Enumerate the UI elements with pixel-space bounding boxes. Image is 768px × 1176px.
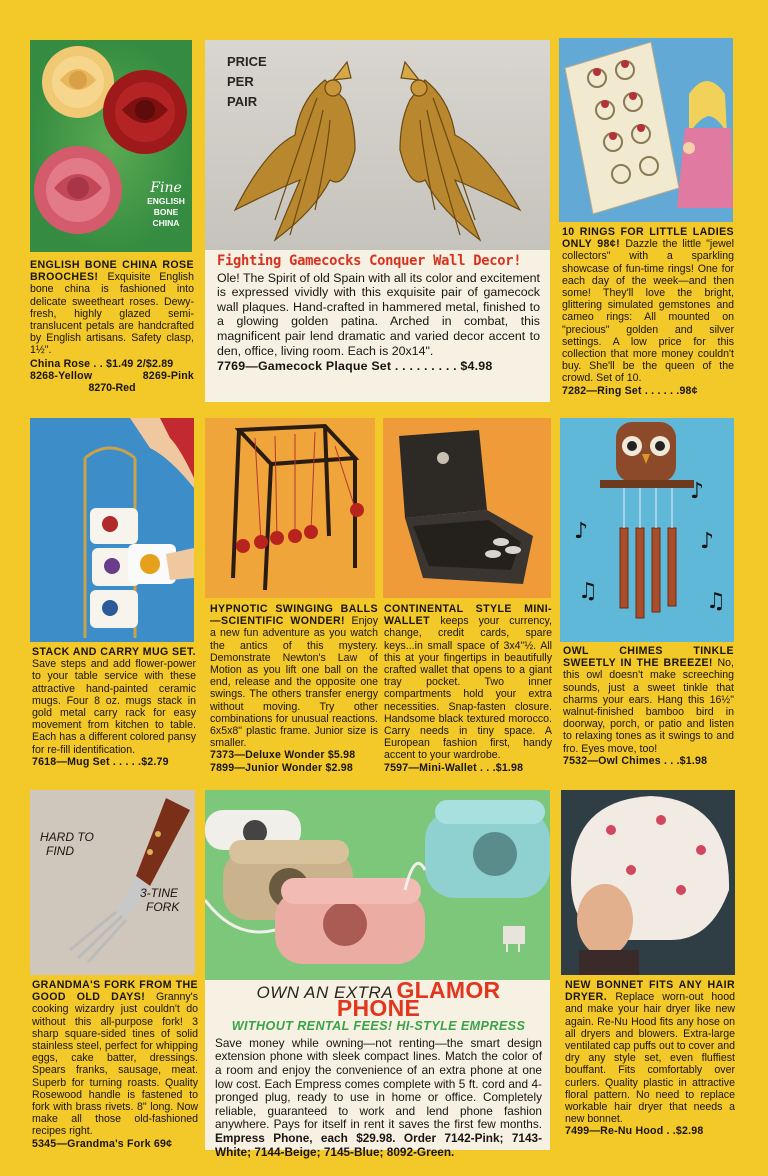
wallet-headline: CONTINENTAL STYLE MINI-WALLET (384, 603, 552, 628)
mug-copy (32, 646, 196, 768)
china-rose-sku-red: 8270-Red (88, 382, 136, 395)
price-per-pair-badge: PRICE PER PAIR (227, 54, 267, 109)
swinging-balls-copy (210, 603, 378, 774)
rings-headline: 10 RINGS FOR LITTLE LADIES ONLY 98¢! (562, 226, 734, 251)
grandmas-fork-headline: GRANDMA'S FORK FROM THE GOOD OLD DAYS! (32, 979, 198, 1004)
swinging-balls-photo (205, 418, 375, 598)
rings-price: 7282—Ring Set . . . . . .98¢ (562, 384, 698, 397)
owl-chimes-copy (563, 645, 734, 767)
junior-wonder-price: 7899—Junior Wonder $2.98 (210, 761, 353, 774)
three-tine-fork-label: 3-TINE FORK (140, 886, 180, 914)
china-rose-photo (30, 40, 192, 252)
rings-copy (562, 226, 734, 397)
gamecock-panel (205, 40, 550, 402)
glamor-phone-body: Save money while owning—not renting—the smart design extension phone with sleek compact lines. Match the color of a room and enjoy the convenience of an extra phone at one low cost. Each Empress comes complete with 5 ft. cord and 4-pronged plug, ready to use in home or office. Completely reliable, guaranteed to work and lend phone fashion anywhere. Pays for itself in rent it saves the first few months. (215, 1035, 542, 1132)
glamor-phone-photo (205, 790, 550, 980)
grandmas-fork-body: Granny's cooking wizardry just couldn't do without this all-purpose fork! 3 sharp square-sided tines of solid stainless steel, perfect for whipping eggs, cake batter, dressings. Spears franks, sausage, meat. Superb for turning roasts. Quality Rosewood handle is fastened to fork with brass rivets. 8" long. Now make all those old-fashioned recipes right. (32, 991, 198, 1138)
grandmas-fork-photo (30, 790, 195, 975)
gamecock-body: Ole! The Spirit of old Spain with all its color and excitement is expressed vividly with this exquisite pair of gamecock wall plaques. Hand-crafted in hammered metal, finished to a glowing golden patina. Arched in combat, this magnificent pair lend dramatic and varied decor accent to den, office, living room. Each is 20x14". (217, 270, 540, 358)
glamor-phone-copy (205, 977, 550, 1159)
owl-chimes-headline: OWL CHIMES TINKLE SWEETLY IN THE BREEZE! (563, 645, 734, 670)
mug-price: 7618—Mug Set . . . . .$2.79 (32, 755, 169, 768)
wallet-price: 7597—Mini-Wallet . . .$1.98 (384, 761, 524, 774)
fine-china-badge: Fine ENGLISH BONE CHINA (147, 180, 185, 228)
glamor-phone-headline: OWN AN EXTRA GLAMOR PHONE (256, 977, 501, 1021)
grandmas-fork-price: 5345—Grandma's Fork 69¢ (32, 1137, 173, 1150)
mug-body: Save steps and add flower-power to your table service with these attractive hand-painted ceramic mugs. Four 8 oz. mugs stack in gold metal carry rack for easy movement from kitchen to table. Each has a different colored pansy for re-fill identification. (32, 658, 196, 756)
pink-rose-icon (34, 146, 122, 234)
gamecock-photo (205, 40, 550, 250)
wallet-photo (383, 418, 551, 598)
hard-to-find-label: HARD TO FIND (40, 830, 94, 858)
gamecock-right-icon (400, 62, 520, 240)
grandmas-fork-copy (32, 979, 198, 1150)
china-rose-price: China Rose . . $1.49 2/$2.89 (30, 357, 174, 370)
gamecock-price: 7769—Gamecock Plaque Set . . . . . . . . . $4.98 (217, 359, 493, 374)
china-rose-headline: ENGLISH BONE CHINA ROSE BROOCHES! (30, 259, 194, 284)
mug-photo (30, 418, 194, 642)
wallet-copy (384, 603, 552, 774)
pink-phone-icon (275, 878, 425, 964)
wallet-body: keeps your currency, change, credit cards, spare keys...in small space of 3x4"½. All this at your fingertips in beautifully crafted wallet that opens to a giant tray pocket. Two inner compartments hold your extra necessities. Snap-fasten closure. Handsome black textured morocco. Carry needs in tiny space. A European fashion first, handy accent to your wardrobe. (384, 615, 552, 762)
gamecock-title: Fighting Gamecocks Conquer Wall Decor! (217, 253, 522, 269)
swinging-balls-headline: HYPNOTIC SWINGING BALLS—SCIENTIFIC WONDER! (210, 603, 378, 628)
blue-phone-icon (425, 800, 550, 898)
gamecock-copy (205, 250, 550, 402)
bonnet-headline: NEW BONNET FITS ANY HAIR DRYER. (565, 979, 735, 1004)
svg-text:♫: ♫ (706, 589, 726, 614)
svg-text:♪: ♪ (690, 479, 705, 504)
owl-chimes-photo (560, 418, 734, 642)
china-rose-skus: 8268-Yellow 8269-Pink (30, 369, 194, 382)
bonnet-copy (565, 979, 735, 1138)
svg-text:♪: ♪ (574, 519, 589, 544)
swinging-balls-body: Enjoy a new fun adventure as you watch the antics of this mystery. Demonstrate Newton's Law of Motion as you lift one ball on the end, release and the opposite one swings. The others transfer energy without moving. Try other combinations for unusual reactions. 6x5x8" plastic frame. Junior size is smaller. (210, 615, 378, 750)
bonnet-price: 7499—Re-Nu Hood . .$2.98 (565, 1125, 704, 1138)
bonnet-photo (561, 790, 735, 975)
bonnet-body: Replace worn-out hood and make your hair dryer like new again. Re-Nu Hood fits any hose on all dryers and blowers. Extra-large ventilated cap puffs out to cover and dry any style set, even fluffiest bouffant. Fits comfortably over curlers. Quality plastic in attractive floral pattern. No need to replace workable hair dryer that needs a new bonnet. (565, 991, 736, 1126)
owl-chimes-body: No, this owl doesn't make screeching sounds, just a sweet tinkle that charms your ears. Hang this 16½" walnut-finished bamboo bird in doorway, porch, or patio and listen to relaxing tones as it swings to and fro. Eyes move, too! (563, 657, 734, 755)
china-rose-body: Exquisite English bone china is fashioned into delicate sweetheart roses. Dewy-fresh, highly glazed semi-translucent petals are handcrafted by English artisans. Safety clasp, 1½". (30, 271, 194, 357)
mug-headline: STACK AND CARRY MUG SET. (32, 646, 196, 658)
glamor-phone-order: Empress Phone, each $29.98. Order 7142-Pink; 7143-White; 7144-Beige; 7145-Blue; 8092-Green. (215, 1130, 542, 1159)
deluxe-wonder-price: 7373—Deluxe Wonder $5.98 (210, 749, 356, 762)
rings-photo (559, 38, 733, 222)
yellow-rose-icon (42, 46, 114, 118)
svg-text:♪: ♪ (700, 529, 715, 554)
rings-body: Dazzle the little "jewel collectors" with a sparkling showcase of fun-time rings! One for each day of the week—and then some! They'll love the bright, glittering simulated gemstones and cameo rings: All mounted on "precious" golden and silver settings. A low price for this collection that more money couldn't buy. She'll be the queen of the crowd. Set of 10. (562, 238, 734, 385)
glamor-phone-panel (205, 790, 550, 1159)
svg-text:♫: ♫ (578, 579, 598, 604)
china-rose-copy (30, 259, 194, 394)
glamor-phone-subhead: WITHOUT RENTAL FEES! HI-STYLE EMPRESS (231, 1019, 526, 1034)
owl-chimes-price: 7532—Owl Chimes . . .$1.98 (563, 754, 708, 767)
red-rose-icon (103, 70, 187, 154)
